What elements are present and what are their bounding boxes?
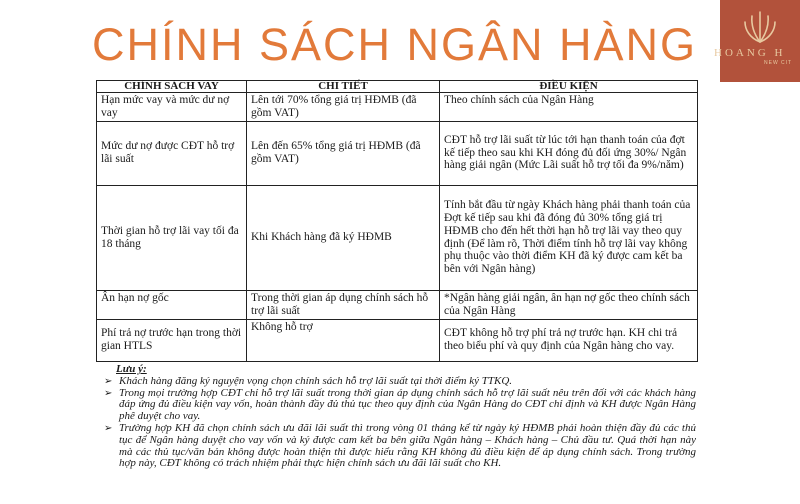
logo-brand-text: HOANG H	[714, 47, 786, 59]
column-header: ĐIỀU KIỆN	[440, 81, 698, 93]
table-row	[97, 93, 698, 122]
note-item	[104, 388, 696, 423]
table-header-row	[97, 81, 698, 93]
table-cell: Ân hạn nợ gốc	[97, 290, 247, 319]
table-cell: Theo chính sách của Ngân Hàng	[440, 93, 698, 122]
notes-section	[104, 363, 696, 470]
note-item	[104, 423, 696, 470]
note-text: Trường hợp KH đã chọn chính sách ưu đãi lãi suất thì trong vòng 01 tháng kể từ ngày ký HĐMB phải hoàn thiện đầy đủ các thủ tục để Ngân hàng duyệt cho vay vốn và ký được cam kết ba bên giữa Ngân hàng – Khách hàng – Chủ đầu tư. Quá thời hạn này mà các thủ tục/văn bản không được hoàn thiện thì được hiểu rằng KH không đủ điều kiện để áp dụng chính sách. Trong trường hợp này, CĐT không có trách nhiệm phải thực hiện chính sách ưu đãi lãi suất cho KH.	[119, 421, 696, 470]
table-cell: Mức dư nợ được CĐT hỗ trợ lãi suất	[97, 121, 247, 185]
column-header: CHI TIẾT	[247, 81, 440, 93]
note-text: Khách hàng đăng ký nguyện vọng chọn chính sách hỗ trợ lãi suất tại thời điểm ký TTKQ.	[119, 374, 513, 387]
arrow-right-icon: ➢	[104, 387, 113, 399]
loan-policy-table	[96, 80, 698, 362]
table-cell: CĐT hỗ trợ lãi suất từ lúc tới hạn thanh toán của đợt kế tiếp theo sau khi KH đóng đủ đối ứng 30%/ Ngân hàng giải ngân (Mức Lãi suất hỗ trợ tối đa 9%/năm)	[440, 121, 698, 185]
table-cell: CĐT không hỗ trợ phí trả nợ trước hạn. KH chi trả theo biểu phí và quy định của Ngân hàng cho vay.	[440, 319, 698, 361]
table-cell: Trong thời gian áp dụng chính sách hỗ trợ lãi suất	[247, 290, 440, 319]
logo-sub-text: NEW CIT	[764, 60, 793, 66]
table-cell: Thời gian hỗ trợ lãi vay tối đa 18 tháng	[97, 185, 247, 290]
notes-title: Lưu ý:	[116, 363, 147, 375]
table-cell: Không hỗ trợ	[247, 319, 440, 361]
notes-list	[104, 374, 696, 470]
table-row	[97, 319, 698, 361]
table-row	[97, 185, 698, 290]
lotus-icon	[742, 10, 778, 44]
table-cell: Phí trả nợ trước hạn trong thời gian HTLS	[97, 319, 247, 361]
table-cell: Khi Khách hàng đã ký HĐMB	[247, 185, 440, 290]
table-row	[97, 121, 698, 185]
table-cell: Hạn mức vay và mức dư nợ vay	[97, 93, 247, 122]
brand-logo	[714, 0, 800, 82]
arrow-right-icon: ➢	[104, 422, 113, 434]
table-row	[97, 290, 698, 319]
page-title: CHÍNH SÁCH NGÂN HÀNG	[92, 19, 698, 70]
table-cell: Tính bắt đầu từ ngày Khách hàng phải thanh toán của Đợt kế tiếp sau khi đã đóng đủ 30% tổng giá trị HĐMB cho đến hết thời hạn hỗ trợ lãi vay theo quy định (Để làm rõ, Thời điểm tính hỗ trợ lãi vay không phụ thuộc vào thời điểm KH đã ký được cam kết ba bên với Ngân hàng)	[440, 185, 698, 290]
table-cell: Lên tới 70% tổng giá trị HĐMB (đã gồm VAT)	[247, 93, 440, 122]
note-text: Trong mọi trường hợp CĐT chỉ hỗ trợ lãi suất trong thời gian áp dụng chính sách hỗ trợ lãi suất nêu trên đối với các khách hàng đáp ứng đủ điều kiện vay vốn, hoàn thành đầy đủ thủ tục theo quy định của Ngân Hàng do CĐT chỉ định và KH được Ngân Hàng phê duyệt cho vay.	[119, 386, 696, 423]
arrow-right-icon: ➢	[104, 375, 113, 387]
table-cell: *Ngân hàng giải ngân, ân hạn nợ gốc theo chính sách của Ngân Hàng	[440, 290, 698, 319]
column-header: CHÍNH SÁCH VAY	[97, 81, 247, 93]
table-cell: Lên đến 65% tổng giá trị HĐMB (đã gồm VAT)	[247, 121, 440, 185]
